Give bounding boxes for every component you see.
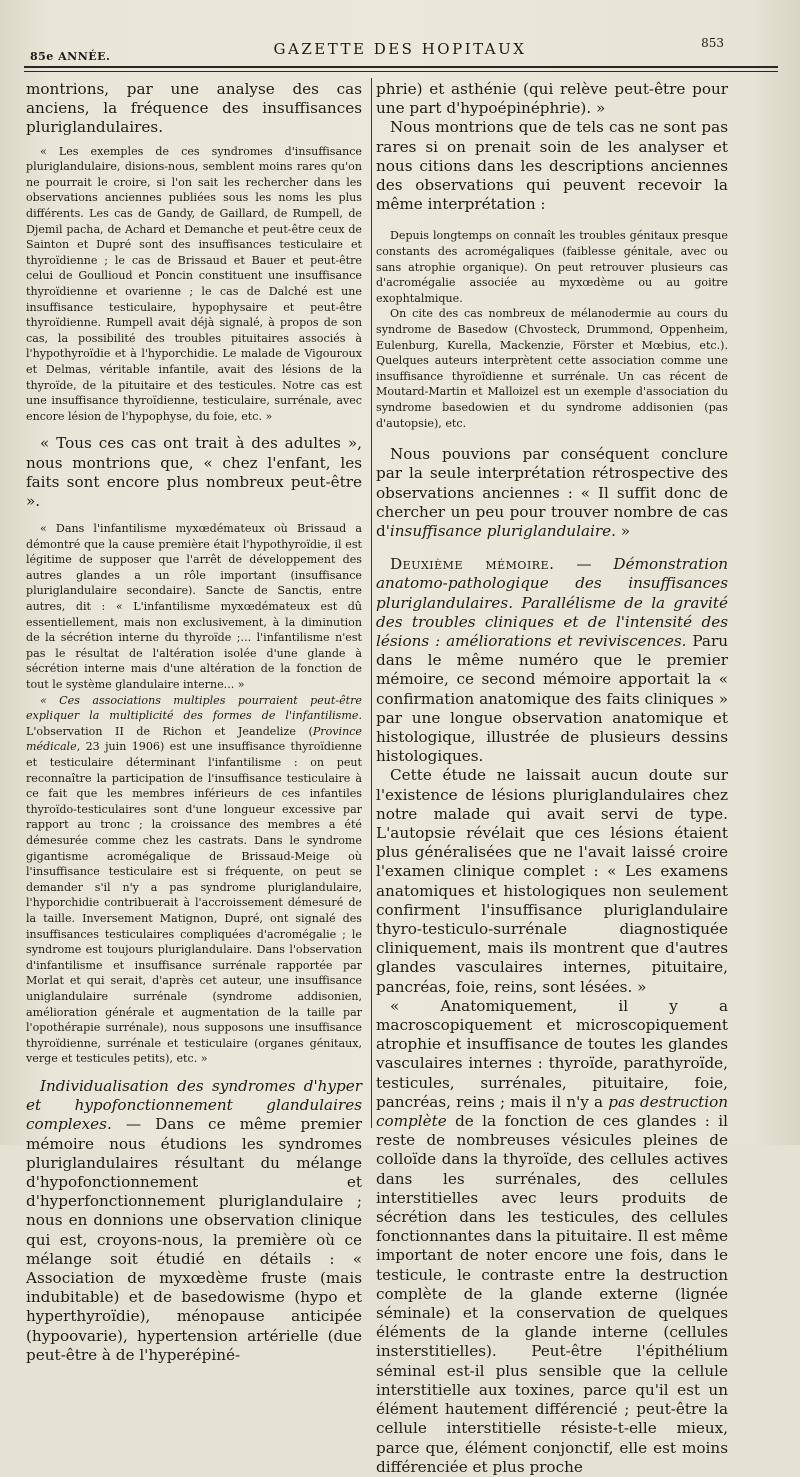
header-rule-thin — [24, 71, 778, 72]
section-heading: Individualisation des syndromes d'hyper et hypofonctionnement glandulaires complexes. — [26, 1076, 362, 1134]
emphasis: pas destruction complète — [376, 1092, 728, 1131]
quotation: « Ces associations multiples pourraient peut-être expliquer la multiplicité des formes de l'infantilisme. L'observation II de Richon et Jeandelize (Province médicale, 23 juin 1906) est une insuffisance thyroïdienne et testiculaire déterminant l'infantilisme : on peut reconnaître la participation de l'insuffisance testiculaire à ce fait que les membres inférieurs de ces infantiles thyroïdo-testiculaires sont d'une longueur excessive par rapport au tronc ; la croissance des membres a été démesurée comme chez les castrats. Dans le syndrome gigantisme acromégalique de Brissaud-Meige où l'insuffisance testiculaire est si fréquente, on peut se demander s'il n'y a pas syndrome pluriglandulaire, l'hyporchidie contribuerait à l'accroissement démesuré de la taille. Inversement Matignon, Dupré, ont signalé des insuffisances testiculaires compliquées d'acromégalie ; le syndrome est toujours pluriglandulaire. Dans l'observation d'infantilisme et insuffisance surrénale rapportée par Morlat et qui serait, d'après cet auteur, une insuffisance uniglandulaire surrénale (syndrome addisonien, amélioration générale et augmentation de la taille par l'opothérapie surrénale), nous supposons une insuffisance thyroïdienne, surrénale et testiculaire (organes génitaux, verge et testicules petits), etc. » — [26, 693, 362, 1066]
paragraph: phrie) et asthénie (qui relève peut-être pour une part d'hypoépinéphrie). » — [376, 80, 728, 118]
header-rule-thick — [24, 66, 778, 68]
section-heading: Démonstration anatomo-pathologique des insuffisances pluriglandulaires. Parallélisme de la gravité des troubles cliniques et de l'intensité des lésions : améliorations et reviviscences. — [376, 555, 728, 650]
paragraph: « Tous ces cas ont trait à des adultes », nous montrions que, « chez l'enfant, les faits sont encore plus nombreux peut-être ». — [26, 434, 362, 510]
source-title: Province médicale — [26, 724, 362, 754]
section-label: Deuxième mémoire. — [390, 555, 555, 574]
left-column — [26, 80, 362, 1364]
page-header — [0, 36, 800, 66]
column-divider — [371, 78, 372, 1128]
paragraph: Nous montrions que de tels cas ne sont pas rares si on prenait soin de les analyser et nous citions dans les descriptions anciennes des observations qui peuvent recevoir la même interprétation : — [376, 118, 728, 214]
paragraph: Nous pouvions par conséquent conclure par la seule interprétation rétrospective des observations anciennes : « Il suffit donc de chercher un peu pour trouver nombre de cas d'insuffisance pluriglandulaire. » — [376, 445, 728, 540]
page-number: 853 — [701, 36, 724, 50]
quotation: On cite des cas nombreux de mélanodermie au cours du syndrome de Basedow (Chvosteck, Drummond, Oppenheim, Eulenburg, Kurella, Mackenzie, Förster et Mœbius, etc.). Quelques auteurs interprètent cette association comme une insuffisance thyroïdienne et surrénale. Un cas récent de Moutard-Martin et Malloizel est un exemple d'association du syndrome basedowien et du syndrome addisonien (pas d'autopsie), etc. — [376, 307, 728, 430]
quotation: « Dans l'infantilisme myxœdémateux où Brissaud a démontré que la cause première était l'hypothyroïdie, il est légitime de supposer que l'arrêt de développement des autres glandes a un rôle important (insuffisance pluriglandulaire secondaire). Sancte de Sanctis, entre autres, dit : « L'infantilisme myxœdémateux est dû essentiellement, mais non exclusivement, à la diminution de la sécrétion interne du thyroïde ;... l'infantilisme n'est pas le résultat de l'altération isolée d'une glande à sécrétion interne mais d'une altération de la fonction de tout le système glandulaire interne... » — [26, 522, 362, 692]
issue-year: 85e ANNÉE. — [30, 50, 111, 63]
emphasis: insuffisance pluriglandulaire. — [389, 521, 616, 540]
quotation: « Les exemples de ces syndromes d'insuffisance pluriglandulaire, disions-nous, semblent moins rares qu'on ne pourrait le croire, si l'on sait les rechercher dans les observations anciennes publiées sous les noms les plus différents. Les cas de Gandy, de Gaillard, de Rumpell, de Djemil pacha, de Achard et Demanche et peut-être ceux de Sainton et Dupré sont des insuffisances testiculaire et thyroïdienne ; le cas de Brissaud et Bauer et peut-être celui de Goullioud et Poncin constituent une insuffisance thyroïdienne et ovarienne ; le cas de Dalché est une insuffisance testiculaire, hypophysaire et peut-être thyroïdienne. Rumpell avait déjà signalé, à propos de son cas, la possibilité des troubles pituitaires associés à l'hypothyroïdie et à l'hyporchidie. Le malade de Vigouroux et Delmas, véritable infantile, avait des lésions de la thyroïde, de la pituitaire et des testicules. Notre cas est une insuffisance thyroïdienne, testiculaire, surrénale, avec encore lésion de l'hypophyse, du foie, etc. » — [26, 144, 362, 423]
paragraph: « Anatomiquement, il y a macroscopiquement et microscopiquement atrophie et insuffisance de toutes les glandes vasculaires internes : thyroïde, parathyroïde, testicules, surrénales, pituitaire, foie, pancréas, reins ; mais il n'y a pas destruction complète de la fonction de ces glandes : il reste de nombreuses vésicules pleines de colloïde dans la thyroïde, des cellules actives dans les surrénales, des cellules interstitielles avec leurs produits de sécrétion dans les testicules, des cellules fonctionnantes dans la pituitaire. Il est même important de noter encore une fois, dans le testicule, le contraste entre la destruction complète de la glande externe (lignée séminale) et la conservation de quelques éléments de la glande interne (cellules insterstitielles). Peut-être l'épithélium séminal est-il plus sensible que la cellule interstitielle aux toxines, parce qu'il est un élément hautement différencié ; peut-être la cellule interstitielle résiste-t-elle mieux, parce que, élément conjonctif, elle est moins différenciée et plus proche — [376, 996, 728, 1476]
quotation: Depuis longtemps on connaît les troubles génitaux presque constants des acromégaliques (faiblesse génitale, avec ou sans atrophie organique). On peut retrouver plusieurs cas d'acromégalie associée au myxœdème ou au goitre exophtalmique. — [376, 229, 728, 305]
quotation-italic: « Ces associations multiples pourraient peut-être expliquer la multiplicité des formes de l'infantilisme. — [26, 693, 362, 723]
section-paragraph: Individualisation des syndromes d'hyper et hypofonctionnement glandulaires complexes. — Dans ce même premier mémoire nous étudions les syndromes pluriglandulaires résultant du mélange d'hypofonctionnement et d'hyperfonctionnement pluriglandulaire ; nous en donnions une observation clinique qui est, croyons-nous, la première où ce mélange soit étudié en détails : « Association de myxœdème fruste (mais indubitable) et de basedowisme (hypo et hyperthyroïdie), ménopause anticipée (hypoovarie), hypertension artérielle (due peut-être à de l'hyperépiné- — [26, 1076, 362, 1364]
paragraph: Cette étude ne laissait aucun doute sur l'existence de lésions pluriglandulaires chez notre malade qui avait servi de type. L'autopsie révélait que ces lésions étaient plus généralisées que ne l'avait laissé croire l'examen clinique complet : « Les examens anatomiques et histologiques non seulement confirment l'insuffisance pluriglandulaire thyro-testiculo-surrénale diagnostiquée cliniquement, mais ils montrent que d'autres glandes vasculaires internes, pituitaire, pancréas, foie, reins, sont lésées. » — [376, 766, 728, 996]
right-column — [376, 80, 728, 1476]
paragraph: montrions, par une analyse des cas anciens, la fréquence des insuffisances pluriglandulaires. — [26, 80, 362, 137]
journal-title: GAZETTE DES HOPITAUX — [273, 40, 527, 58]
section-paragraph: Deuxième mémoire. — Démonstration anatomo-pathologique des insuffisances pluriglandulaires. Parallélisme de la gravité des troubles cliniques et de l'intensité des lésions : améliorations et reviviscences. Paru dans le même numéro que le premier mémoire, ce second mémoire apportait la « confirmation anatomique des faits cliniques » par une longue observation anatomique et histologique, illustrée de plusieurs dessins histologiques. — [376, 555, 728, 766]
